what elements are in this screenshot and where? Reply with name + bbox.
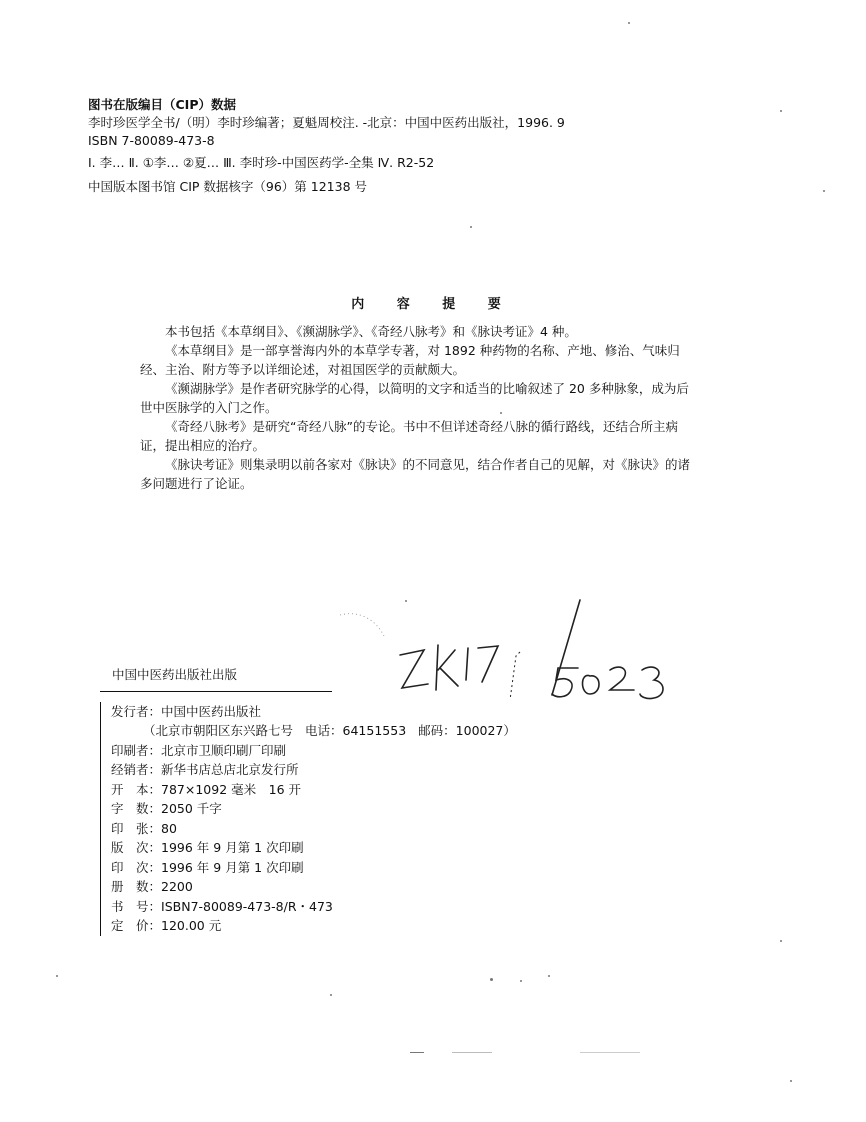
scan-speck <box>405 600 407 602</box>
summary-paragraph: 《濒湖脉学》是作者研究脉学的心得，以简明的文字和适当的比喻叙述了 20 多种脉象，成为后世中医脉学的入门之作。 <box>140 381 689 415</box>
copies-row <box>111 877 620 897</box>
printer-value: 北京市卫顺印刷厂印刷 <box>161 742 287 758</box>
scan-speck <box>628 22 630 24</box>
address-row <box>111 721 620 741</box>
address-value: （北京市朝阳区东兴路七号 <box>143 723 294 738</box>
summary-paragraph: 《脉诀考证》则集录明以前各家对《脉诀》的不同意见，结合作者自己的见解，对《脉诀》的诸多问题进行了论证。 <box>140 457 691 491</box>
book-number-label: 书 号： <box>111 898 162 914</box>
scan-speck <box>520 980 522 982</box>
imprint-block <box>100 665 620 936</box>
cip-classification: Ⅰ. 李… Ⅱ. ①李… ②夏… Ⅲ. 李时珍-中国医药学-全集 Ⅳ. R2-52 <box>88 155 435 170</box>
summary-paragraph: 《本草纲目》是一部享誉海内外的本草学专著，对 1892 种药物的名称、产地、修治、气味归经、主治、附方等予以详细论述，对祖国医学的贡献颇大。 <box>140 343 680 377</box>
scan-speck <box>780 110 782 112</box>
postcode-value: 100027） <box>455 723 516 738</box>
words-label: 字 数： <box>111 801 162 816</box>
issuer-row <box>111 702 620 722</box>
scan-speck <box>780 940 782 942</box>
phone-label: 电话： <box>305 723 343 738</box>
scan-speck <box>790 1080 792 1082</box>
imprint-details <box>100 702 620 936</box>
scan-speck <box>452 1052 492 1053</box>
summary-paragraph: 本书包括《本草纲目》、《濒湖脉学》、《奇经八脉考》和《脉诀考证》4 种。 <box>165 324 577 339</box>
format-value: 787×1092 毫米 16 开 <box>161 781 302 797</box>
words-value: 2050 千字 <box>161 801 222 816</box>
sheets-value: 80 <box>161 820 177 836</box>
price-row <box>111 916 620 936</box>
copies-value: 2200 <box>161 879 193 894</box>
summary-paragraph: 《奇经八脉考》是研究“奇经八脉”的专论。书中不但详述奇经八脉的循行路线，还结合所主病证，提出相应的治疗。 <box>140 419 678 453</box>
distributor-row <box>111 760 620 780</box>
sheets-label: 印 张： <box>111 820 162 836</box>
printing-value: 1996 年 9 月第 1 次印刷 <box>161 859 304 875</box>
format-label: 开 本： <box>111 781 162 797</box>
scan-speck <box>56 975 58 977</box>
scan-speck <box>500 412 502 414</box>
scan-speck <box>330 994 332 996</box>
cip-line-1: 李时珍医学全书/（明）李时珍编著；夏魁周校注. -北京：中国中医药出版社，1996. 9 <box>88 115 565 130</box>
phone-value: 64151553 <box>342 723 407 738</box>
summary-heading: 内 容 提 要 <box>351 297 515 312</box>
postcode-label: 邮码： <box>418 723 456 738</box>
issuer-value: 中国中医药出版社 <box>161 703 262 719</box>
book-number-row <box>111 897 620 917</box>
price-value: 120.00 元 <box>161 918 222 933</box>
summary-body <box>140 322 700 493</box>
price-label: 定 价： <box>111 918 162 933</box>
printer-row <box>111 741 620 761</box>
sheets-row <box>111 819 620 839</box>
scan-speck <box>470 226 472 228</box>
copies-label: 册 数： <box>111 879 162 894</box>
printer-label: 印刷者： <box>111 742 162 758</box>
cip-block <box>88 96 768 196</box>
format-row <box>111 780 620 800</box>
printing-row <box>111 858 620 878</box>
scan-speck <box>580 1052 640 1053</box>
scan-speck <box>410 1052 424 1053</box>
edition-row <box>111 838 620 858</box>
issuer-label: 发行者： <box>111 703 162 719</box>
edition-value: 1996 年 9 月第 1 次印刷 <box>161 840 304 855</box>
cip-title: 图书在版编目（CIP）数据 <box>88 97 236 112</box>
publisher-line: 中国中医药出版社出版 <box>100 665 332 692</box>
printing-label: 印 次： <box>111 859 162 875</box>
scan-speck <box>548 975 550 977</box>
scan-speck <box>823 190 825 192</box>
book-number-value: ISBN7-80089-473-8/R・473 <box>161 898 333 914</box>
words-row <box>111 799 620 819</box>
distributor-label: 经销者： <box>111 762 162 777</box>
scan-speck <box>490 978 493 981</box>
cip-number: 中国版本图书馆 CIP 数据核字（96）第 12138 号 <box>88 179 368 194</box>
distributor-value: 新华书店总店北京发行所 <box>161 762 299 777</box>
edition-label: 版 次： <box>111 840 162 855</box>
cip-line-2: ISBN 7-80089-473-8 <box>88 133 215 148</box>
